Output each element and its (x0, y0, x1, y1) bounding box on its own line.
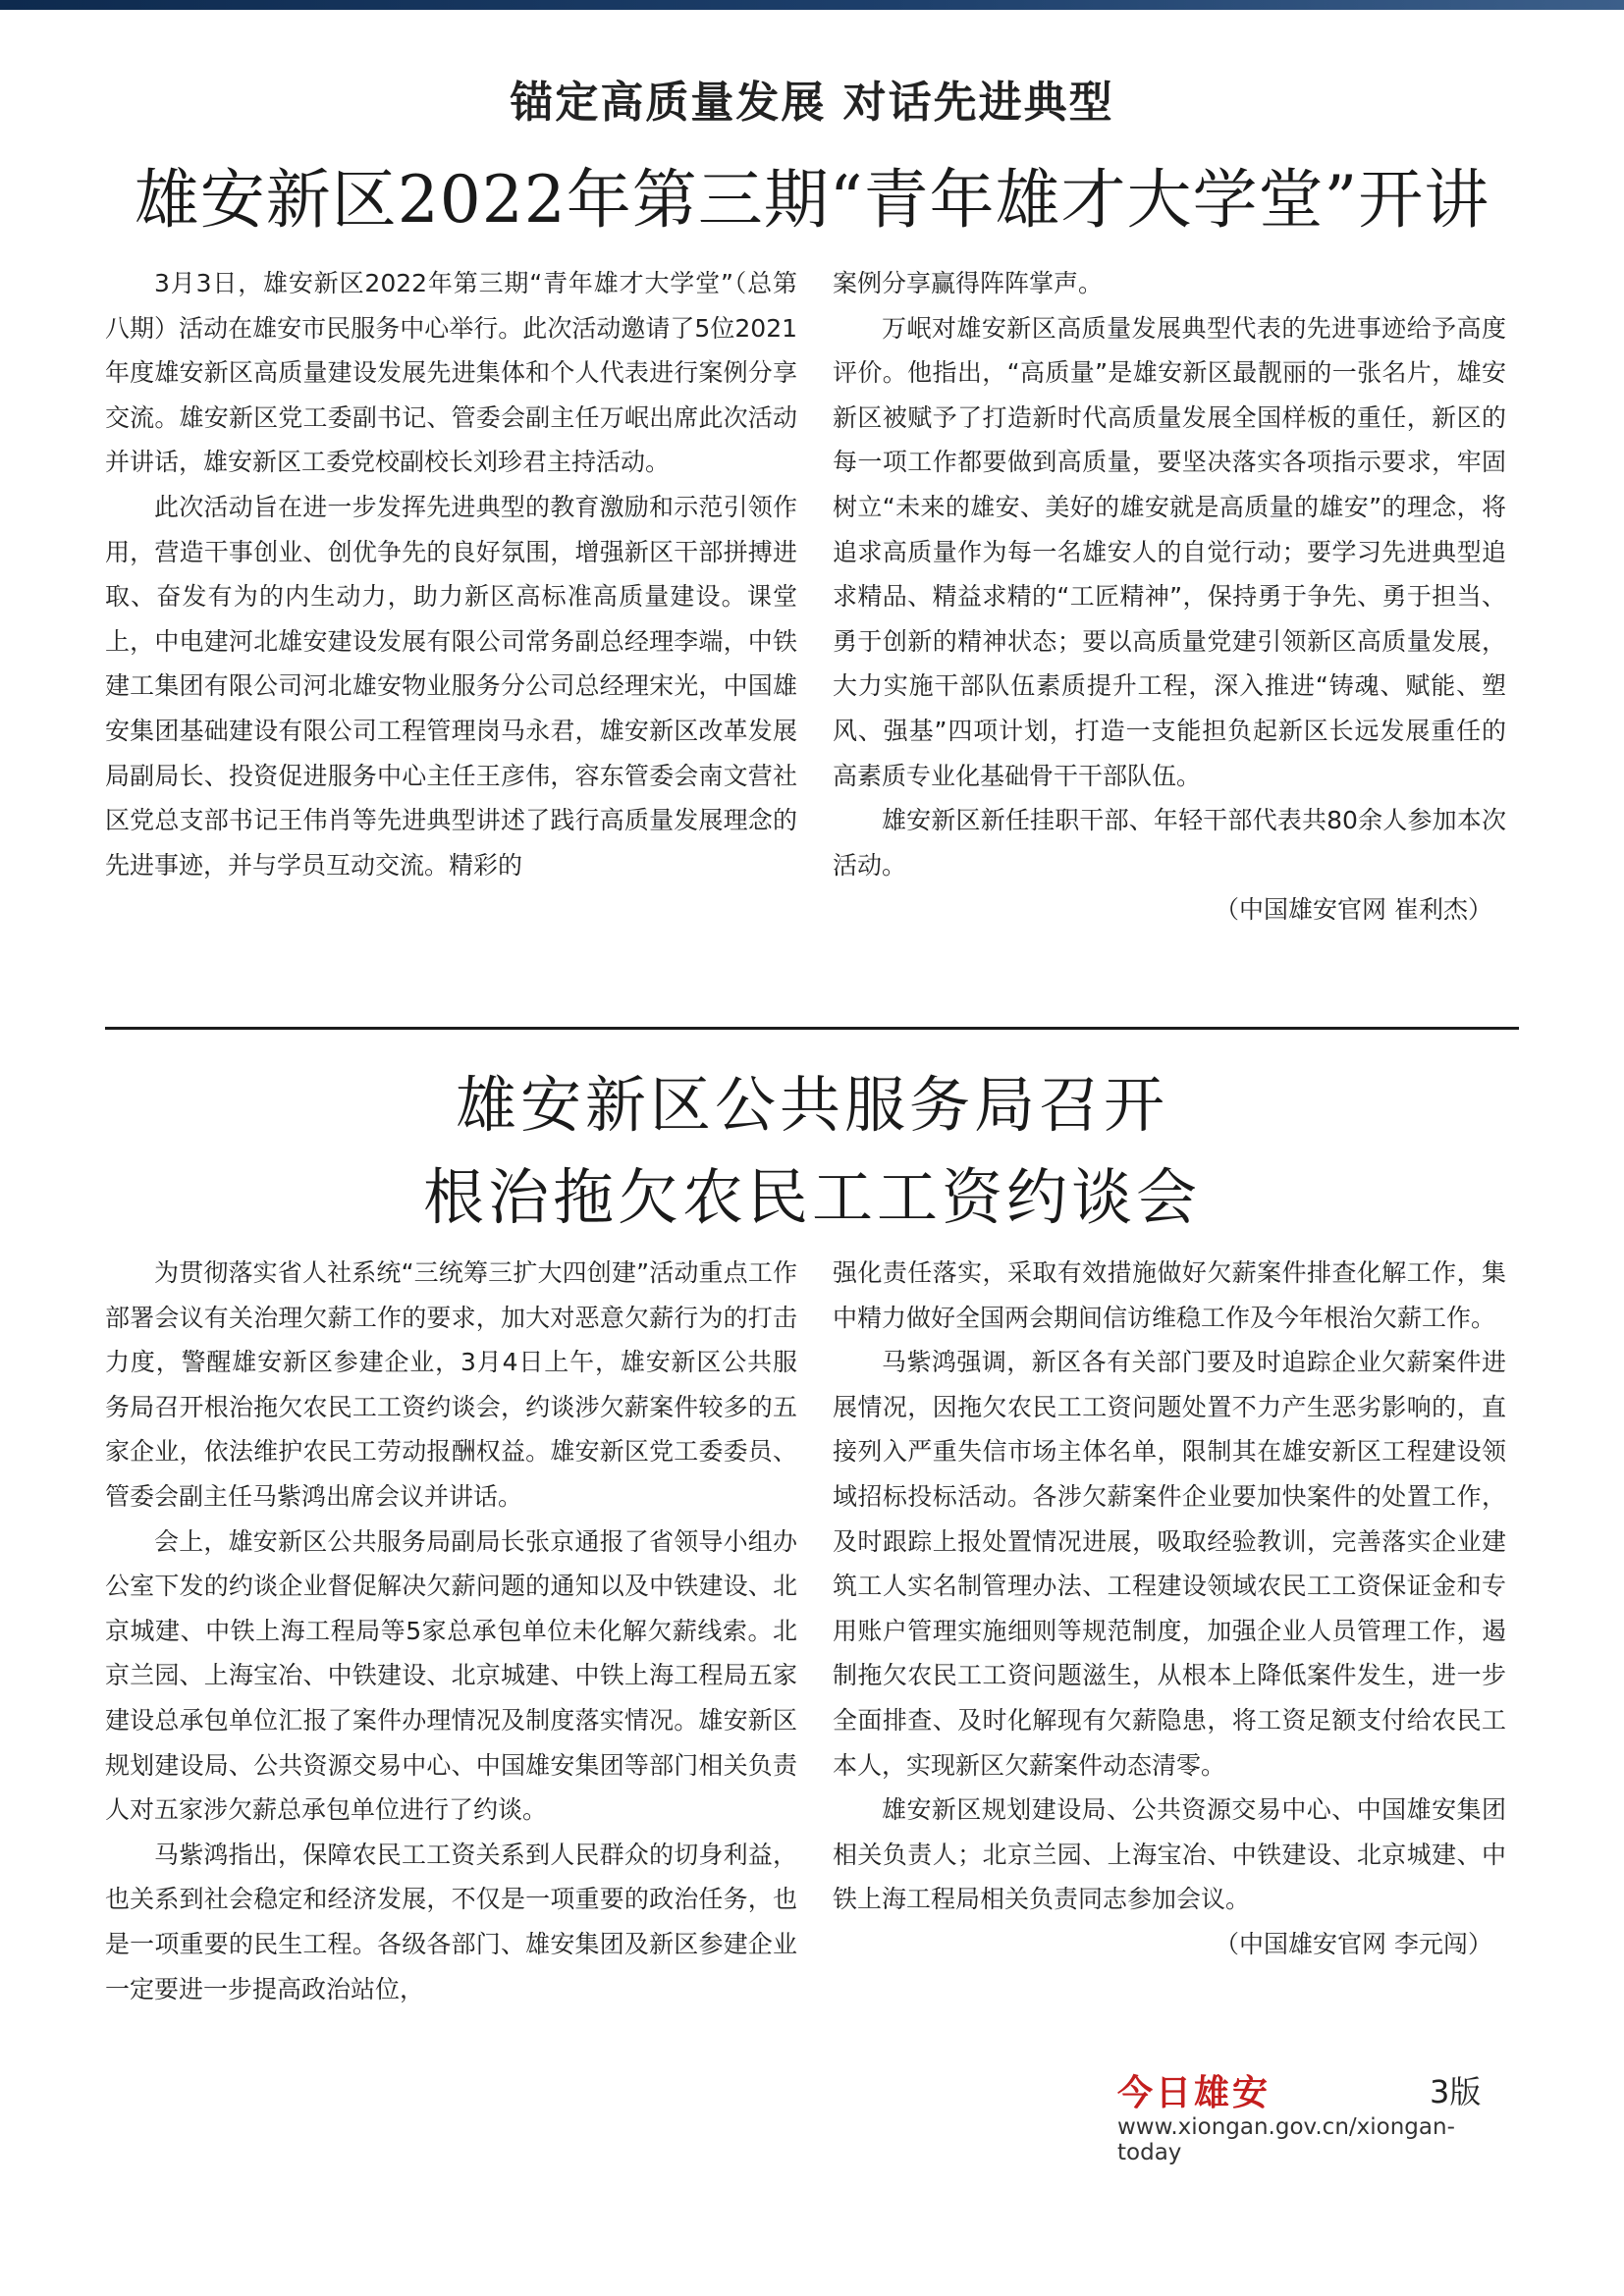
article1-paragraph: 此次活动旨在进一步发挥先进典型的教育激励和示范引领作用，营造干事创业、创优争先的良好氛围，增强新区干部拼搏进取、奋发有为的内生动力，助力新区高标准高质量建设。课堂上，中电建河北雄安建设发展有限公司常务副总经理李端，中铁建工集团有限公司河北雄安物业服务分公司总经理宋光，中国雄安集团基础建设有限公司工程管理岗马永君，雄安新区改革发展局副局长、投资促进服务中心主任王彦伟，容东管委会南文营社区党总支部书记王伟肖等先进典型讲述了践行高质量发展理念的先进事迹，并与学员互动交流。精彩的 (105, 492, 797, 880)
article2-title-line1: 雄安新区公共服务局召开 (455, 1069, 1168, 1141)
article1-title: 雄安新区2022年第三期“青年雄才大学堂”开讲 (134, 162, 1490, 238)
article1-credit: （中国雄安官网 崔利杰） (1215, 895, 1492, 925)
article1-paragraph: 3月3日，雄安新区2022年第三期“青年雄才大学堂”（总第八期）活动在雄安市民服务中心举行。此次活动邀请了5位2021年度雄安新区高质量建设发展先进集体和个人代表进行案例分享交流。雄安新区党工委副书记、管委会副主任万岷出席此次活动并讲话，雄安新区工委党校副校长刘珍君主持活动。 (105, 269, 797, 477)
article2-title-line2: 根治拖欠农民工工资约谈会 (422, 1161, 1201, 1233)
article1-paragraph-continued: 案例分享赢得阵阵掌声。 (833, 269, 1104, 297)
article2-column-right (833, 1251, 1506, 1967)
top-accent-bar (0, 0, 1624, 10)
article2-credit: （中国雄安官网 李元闯） (1215, 1929, 1492, 1958)
article2-paragraph: 会上，雄安新区公共服务局副局长张京通报了省领导小组办公室下发的约谈企业督促解决欠薪问题的通知以及中铁建设、北京城建、中铁上海工程局等5家总承包单位未化解欠薪线索。北京兰园、上海宝冶、中铁建设、北京城建、中铁上海工程局五家建设总承包单位汇报了案件办理情况及制度落实情况。雄安新区规划建设局、公共资源交易中心、中国雄安集团等部门相关负责人对五家涉欠薪总承包单位进行了约谈。 (105, 1526, 797, 1825)
article-divider (105, 1027, 1519, 1030)
brand-logo: 今日雄安 (1117, 2072, 1272, 2113)
section-kicker: 锚定高质量发展 对话先进典型 (510, 78, 1114, 128)
article2-paragraph-continued: 强化责任落实，采取有效措施做好欠薪案件排查化解工作，集中精力做好全国两会期间信访维稳工作及今年根治欠薪工作。 (833, 1258, 1506, 1332)
article2-paragraph: 雄安新区规划建设局、公共资源交易中心、中国雄安集团相关负责人；北京兰园、上海宝冶、中铁建设、北京城建、中铁上海工程局相关负责同志参加会议。 (833, 1795, 1506, 1914)
article1-column-right (833, 261, 1506, 933)
article2-paragraph: 马紫鸿强调，新区各有关部门要及时追踪企业欠薪案件进展情况，因拖欠农民工工资问题处置不力产生恶劣影响的，直接列入严重失信市场主体名单，限制其在雄安新区工程建设领域招标投标活动。各涉欠薪案件企业要加快案件的处置工作，及时跟踪上报处置情况进展，吸取经验教训，完善落实企业建筑工人实名制管理办法、工程建设领域农民工工资保证金和专用账户管理实施细则等规范制度，加强企业人员管理工作，遏制拖欠农民工工资问题滋生，从根本上降低案件发生，进一步全面排查、及时化解现有欠薪隐患，将工资足额支付给农民工本人，实现新区欠薪案件动态清零。 (833, 1348, 1506, 1780)
article1-paragraph: 万岷对雄安新区高质量发展典型代表的先进事迹给予高度评价。他指出，“高质量”是雄安新区最靓丽的一张名片，雄安新区被赋予了打造新时代高质量发展全国样板的重任，新区的每一项工作都要做到高质量，要坚决落实各项指示要求，牢固树立“未来的雄安、美好的雄安就是高质量的雄安”的理念，将追求高质量作为每一名雄安人的自觉行动；要学习先进典型追求精品、精益求精的“工匠精神”，保持勇于争先、勇于担当、勇于创新的精神状态；要以高质量党建引领新区高质量发展，大力实施干部队伍素质提升工程，深入推进“铸魂、赋能、塑风、强基”四项计划，打造一支能担负起新区长远发展重任的高素质专业化基础骨干干部队伍。 (833, 313, 1506, 790)
article2-paragraph: 为贯彻落实省人社系统“三统筹三扩大四创建”活动重点工作部署会议有关治理欠薪工作的要求，加大对恶意欠薪行为的打击力度，警醒雄安新区参建企业，3月4日上午，雄安新区公共服务局召开根治拖欠农民工工资约谈会，约谈涉欠薪案件较多的五家企业，依法维护农民工劳动报酬权益。雄安新区党工委委员、管委会副主任马紫鸿出席会议并讲话。 (105, 1258, 797, 1511)
article1-column-left (105, 261, 797, 887)
article2-column-left (105, 1251, 797, 2011)
article2-paragraph: 马紫鸿指出，保障农民工工资关系到人民群众的切身利益，也关系到社会稳定和经济发展，不仅是一项重要的政治任务，也是一项重要的民生工程。各级各部门、雄安集团及新区参建企业一定要进一步提高政治站位， (105, 1840, 797, 2003)
article1-paragraph: 雄安新区新任挂职干部、年轻干部代表共80余人参加本次活动。 (833, 806, 1506, 880)
site-url: www.xiongan.gov.cn/xiongan-today (1117, 2114, 1455, 2165)
page-number: 3版 (1430, 2073, 1482, 2110)
